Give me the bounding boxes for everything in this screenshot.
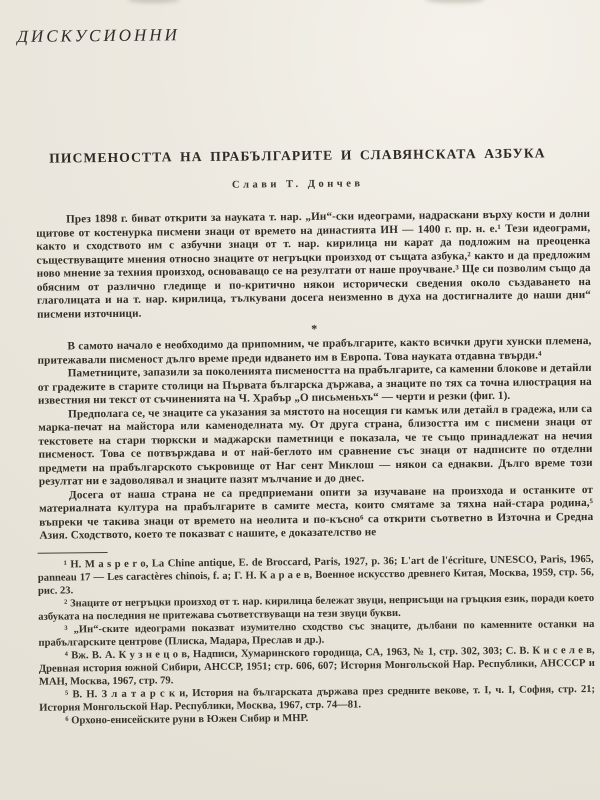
asterisk-separator: * (311, 321, 318, 336)
paragraph-2: В самото начало е необходимо да припомним, че прабългарите, както всички други хунски племена, притежавали писменост дълго време преди идването им в Европа. Това науката отдавна твърди.⁴ (37, 334, 592, 367)
footnote-separator-line (38, 552, 108, 554)
paragraph-3: Паметниците, запазили за поколенията писмеността на прабългарите, са каменни блокове и детайли от градежите в старите столици на Първата българска държава, а знаците по тях са точна илюстрация на известния ни текст от съчиненията на Ч. Храбър „О письменьхъ“ — черти и резки (фиг. 1). (37, 361, 592, 407)
footnotes-block (38, 552, 596, 727)
paragraph-5: Досега от наша страна не са предприемани опити за изучаване на произхода и останките от материалната култура на прабългарите в самите места, които смятаме за тяхна най-стара родина,⁵ въпреки че такива знаци от времето на неолита и по-късно⁶ са открити съответно в Източна и Средна Азия. Сходството, което те показват с нашите, е доказателство не (39, 483, 594, 542)
article-body (36, 208, 593, 543)
footnote-4: ⁴ Вж. В. А. К у з н е ц о в, Надписи, Хумаринского городища, СА, 1963, № 1, стр. 302, 303; С. В. К и с е л е в, Древная история южной Сибири, АНССР, 1951; стр. 606, 607; История Монгольской Нар. Республики, АНСССР и МАН, Москва, 1967, стр. 79. (38, 644, 595, 688)
footnote-1: ¹ H. M a s p e r o, La Chine antique, E. de Broccard, Paris, 1927, p. 36; L'art de l'écriture, UNESCO, Paris, 1965, panneau 17 — Les caractères chinois, f. a; Г. Н. К а р а е в, Военное искусство древнего Китая, Москва, 1959, стр. 56, рис. 23. (37, 553, 594, 597)
paragraph-1: През 1898 г. биват открити за науката т. нар. „Ин“-ски идеограми, надраскани върху кости и долни щитове от костенурка писмени знаци от времето на династията ИН — 1400 г. пр. н. е.¹ Тези идеограми, както и сходството им с азбучни знаци от т. нар. кирилица ни карат да подложим на преоценка съществуващите мнения относно знаците от негръцки произход от същата азбука,² както и да предложим ново мнение за техния произход, основаващо се на резултати от наше проучване.³ Ще си позволим също да обясним от различно гледище и по-критично някои исторически сведения около създаването на глаголицата и на т. нар. кирилица, тълкувани досега неизменно в духа на достигналите до наши дни“ писмени източници. (36, 207, 591, 321)
footnote-5: ⁵ В. Н. З л а т а р с к и, История на българската държава през средните векове, т. I, ч. I, София, стр. 21; История Монгольской Нар. Республики, Москва, 1967, стр. 74—81. (39, 683, 596, 714)
footnote-6: ⁶ Орхоно-енисейските руни в Южен Сибир и МНР. (65, 712, 309, 726)
article-author: Слави Т. Дончев (231, 178, 364, 191)
footnote-3: ³ „Ин“-ските идеограми показват изумително сходство със знаците, дълбани по каменните останки на прабългарските центрове (Плиска, Мадара, Преслав и др.). (38, 618, 595, 649)
article-title: ПИСМЕНОСТТА НА ПРАБЪЛГАРИТЕ И СЛАВЯНСКАТА АЗБУКА (49, 145, 546, 166)
paragraph-4: Предполага се, че знаците са указания за мястото на носещия ги камък или детайл в градежа, или са марка-печат на майстора или каменоделната му. От друга страна, близостта им с писмени знаци от текстовете на стари тюркски и маджарски паметници е показала, че те също принадлежат на нечия писменост. Това се потвърждава и от най-беглото им сравнение със знаци от надписите по отделни предмети на прабългарското съкровище от Наг сент Миклош — някои са еднакви. Дълго време този резултат ни е задоволявал и знаците пазят мълчание и до днес. (38, 402, 593, 488)
section-heading: ДИСКУСИОННИ (17, 25, 180, 46)
footnote-2: ² Знаците от негръцки произход от т. нар. кирилица бележат звуци, неприсъщи на гръцкия език, поради което азбуката на последния не притежава съответствуващи на тези звуци букви. (38, 592, 595, 623)
